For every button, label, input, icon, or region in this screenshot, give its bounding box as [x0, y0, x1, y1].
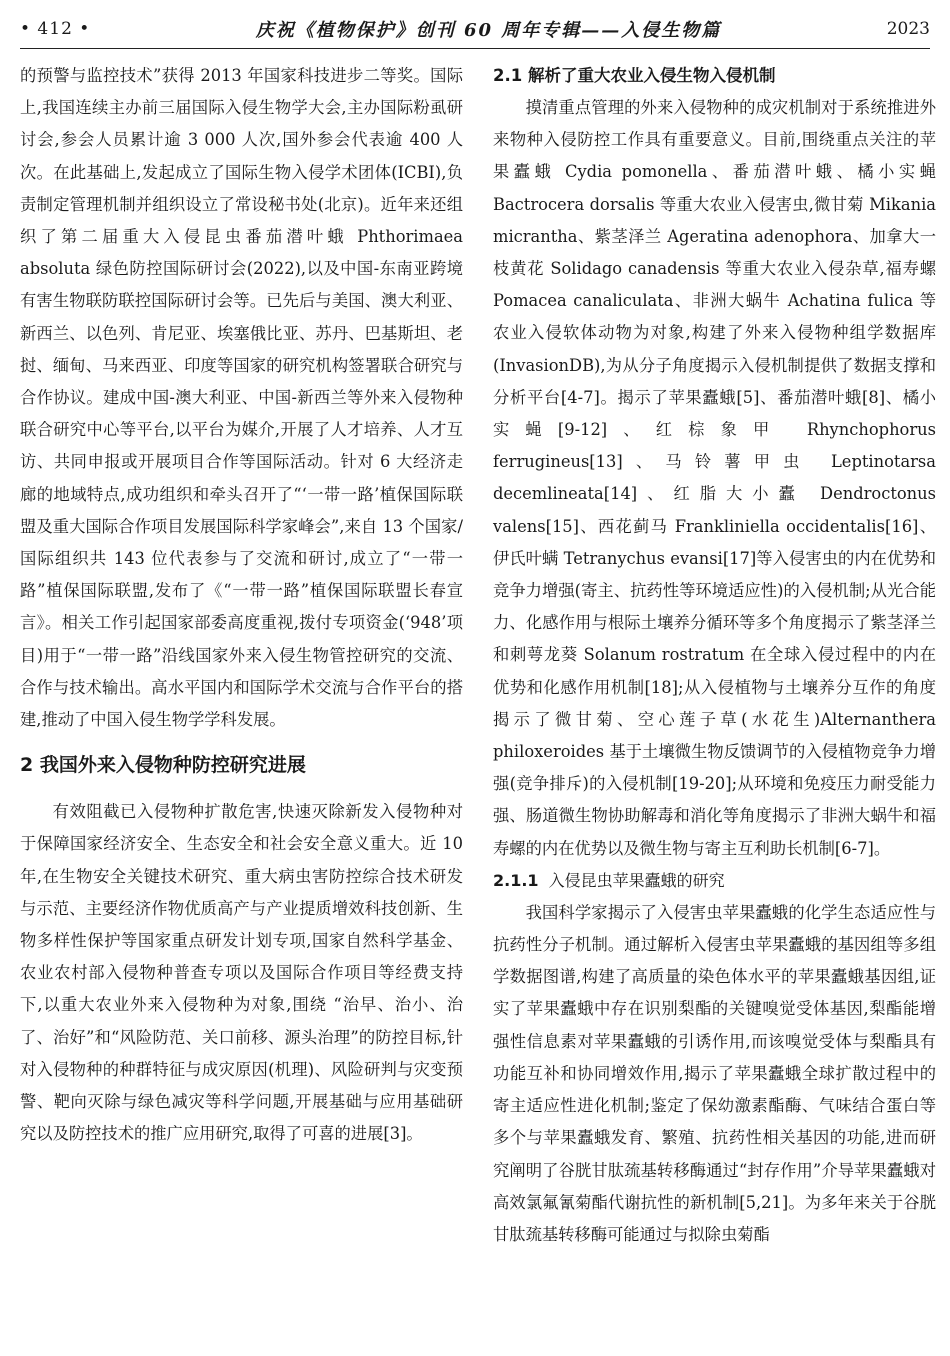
subsubsection-title: 入侵昆虫苹果蠹蛾的研究	[548, 870, 725, 890]
subsubsection-number: 2.1.1	[493, 870, 539, 890]
paragraph: 我国科学家揭示了入侵害虫苹果蠹蛾的化学生态适应性与抗药性分子机制。通过解析入侵害虫苹果蠹蛾的基因组等多组学数据图谱,构建了高质量的染色体水平的苹果蠹蛾基因组,证实了苹果蠹蛾中存在识别梨酯的关键嗅觉受体基因,梨酯能增强性信息素对苹果蠹蛾的引诱作用,而该嗅觉受体与梨酯具有功能互补和协同增效作用,揭示了苹果蠹蛾全球扩散过程中的寄主适应性进化机制;鉴定了保幼激素酯酶、气味结合蛋白等多个与苹果蠹蛾发育、繁殖、抗药性相关基因的功能,进而研究阐明了谷胱甘肽巯基转移酶通过“封存作用”介导苹果蠹蛾对高效氯氟氰菊酯代谢抗性的新机制[5,21]。为多年来关于谷胱甘肽巯基转移酶可能通过与拟除虫菊酯	[493, 902, 936, 1244]
paragraph: 的预警与监控技术”获得 2013 年国家科技进步二等奖。国际上,我国连续主办前三届国际入侵生物学大会,主办国际粉虱研讨会,参会人员累计逾 3 000 人次,国外参会代表逾 400 人次。在此基础上,发起成立了国际生物入侵学术团体(ICBI),负责制定管理机制并组织设立了常设秘书处(北京)。近年来还组织了第二届重大入侵昆虫番茄潜叶蛾 Phthorimaea absoluta 绿色防控国际研讨会(2022),以及中国-东南亚跨境有害生物联防联控国际研讨会等。已先后与美国、澳大利亚、新西兰、以色列、肯尼亚、埃塞俄比亚、苏丹、巴基斯坦、老挝、缅甸、马来西亚、印度等国家的研究机构签署联合研究与合作协议。建成中国-澳大利亚、中国-新西兰等外来入侵物种联合研究中心等平台,以平台为媒介,开展了人才培养、人才互访、共同申报或开展项目合作等国际活动。针对 6 大经济走廊的地域特点,成功组织和牵头召开了“‘一带一路’植保国际联盟及重大国际合作项目发展国际科学家峰会”,来自 13 个国家/国际组织共 143 位代表参与了交流和研讨,成立了“一带一路”植保国际联盟,发布了《“一带一路”植保国际联盟长春宣言》。相关工作引起国家部委高度重视,拨付专项资金(‘948’项目)用于“一带一路”沿线国家外来入侵生物管控研究的交流、合作与技术输出。高水平国内和国际学术交流与合作平台的搭建,推动了中国入侵生物学学科发展。	[20, 66, 463, 730]
left-column	[20, 60, 463, 1151]
page-number: • 412 •	[20, 19, 91, 39]
paragraph: 摸清重点管理的外来入侵物种的成灾机制对于系统推进外来物种入侵防控工作具有重要意义。目前,围绕重点关注的苹果蠹蛾 Cydia pomonella、番茄潜叶蛾、橘小实蝇 Bactrocera dorsalis 等重大农业入侵害虫,微甘菊 Mikania micrantha、紫茎泽兰 Ageratina adenophora、加拿大一枝黄花 Solidago canadensis 等重大农业入侵杂草,福寿螺 Pomacea canaliculata、非洲大蜗牛 Achatina fulica 等农业入侵软体动物为对象,构建了外来入侵物种组学数据库(InvasionDB),为从分子角度揭示入侵机制提供了数据支撑和分析平台[4-7]。揭示了苹果蠹蛾[5]、番茄潜叶蛾[8]、橘小实蝇[9-12]、红棕象甲 Rhynchophorus ferrugineus[13]、马铃薯甲虫 Leptinotarsa decemlineata[14]、红脂大小蠹 Dendroctonus valens[15]、西花蓟马 Frankliniella occidentalis[16]、伊氏叶螨 Tetranychus evansi[17]等入侵害虫的内在优势和竞争力增强(寄主、抗药性等环境适应性)的入侵机制;从光合能力、化感作用与根际土壤养分循环等多个角度揭示了紫茎泽兰和刺萼龙葵 Solanum rostratum 在全球入侵过程中的内在优势和化感作用机制[18];从入侵植物与土壤养分互作的角度揭示了微甘菊、空心莲子草(水花生)Alternanthera philoxeroides 基于土壤微生物反馈调节的入侵植物竞争力增强(竞争排斥)的入侵机制[19-20];从环境和免疫压力耐受能力强、肠道微生物协助解毒和消化等角度揭示了非洲大蜗牛和福寿螺的内在优势以及微生物与寄主互利助长机制[6-7]。	[493, 98, 936, 858]
running-header	[20, 14, 930, 44]
paragraph: 有效阻截已入侵物种扩散危害,快速灭除新发入侵物种对于保障国家经济安全、生态安全和社会安全意义重大。近 10 年,在生物安全关键技术研究、重大病虫害防控综合技术研发与示范、主要经济作物优质高产与产业提质增效科技创新、生物多样性保护等国家重点研发计划专项,国家自然科学基金、农业农村部入侵物种普查专项以及国际合作项目等经费支持下,以重大农业外来入侵物种为对象,围绕 “治早、治小、治了、治好”和“风险防范、关口前移、源头治理”的防控目标,针对入侵物种的种群特征与成灾原因(机理)、风险研判与灾变预警、靶向灭除与绿色减灾等科学问题,开展基础与应用基础研究以及防控技术的推广应用研究,取得了可喜的进展[3]。	[20, 802, 463, 1144]
subsection-heading: 2.1 解析了重大农业入侵生物入侵机制	[493, 66, 776, 85]
right-column	[493, 60, 936, 1251]
header-rule	[20, 48, 930, 49]
subsubsection-heading	[493, 865, 936, 897]
section-heading: 2 我国外来入侵物种防控研究进展	[20, 754, 306, 777]
year: 2023	[886, 19, 930, 39]
journal-title: 庆祝《植物保护》创刊 60 周年专辑——入侵生物篇	[255, 20, 722, 41]
